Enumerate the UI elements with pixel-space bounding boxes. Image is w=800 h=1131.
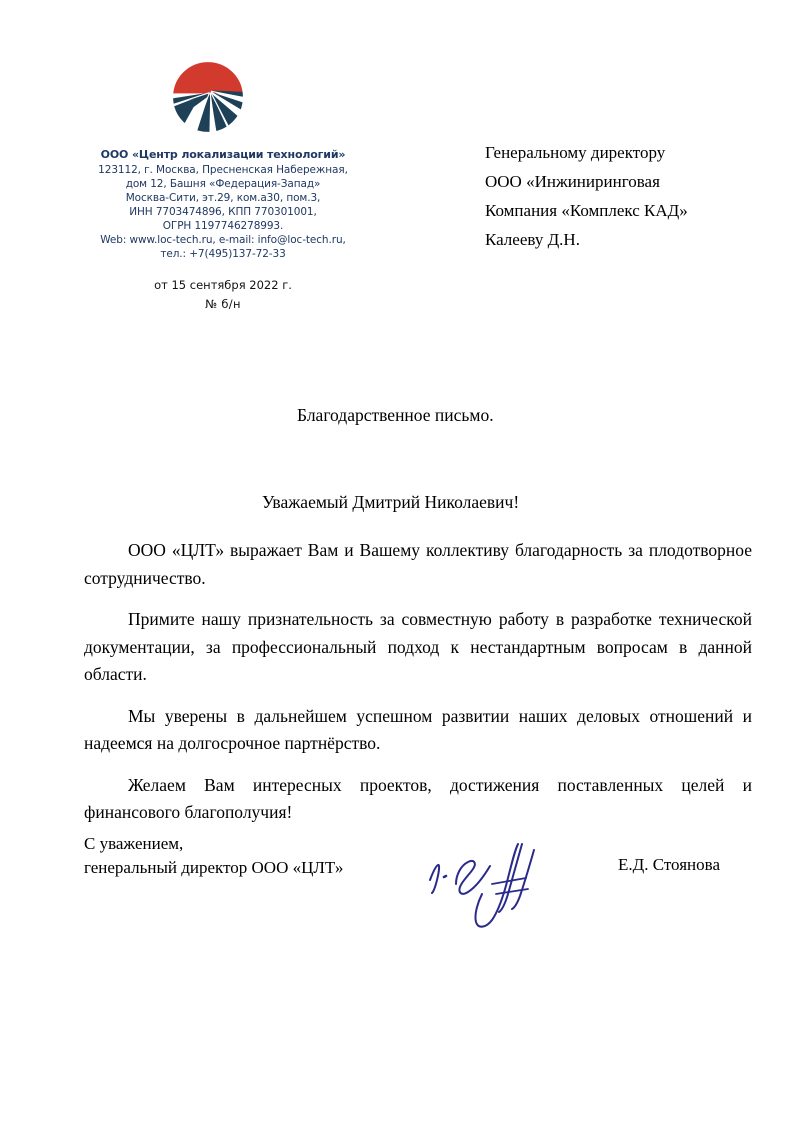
addressee-line: ООО «Инжиниринговая	[485, 172, 660, 191]
document-date: от 15 сентября 2022 г.	[154, 278, 292, 292]
letter-salutation: Уважаемый Дмитрий Николаевич!	[262, 492, 520, 512]
addressee-line: Генеральному директору	[485, 143, 666, 162]
letterhead-block	[78, 148, 368, 261]
letterhead-line: ИНН 7703474896, КПП 770301001,	[129, 206, 317, 218]
letterhead-line: дом 12, Башня «Федерация-Запад»	[125, 178, 321, 190]
addressee-line: Калееву Д.Н.	[485, 230, 580, 249]
letter-paragraph: Желаем Вам интересных проектов, достижения поставленных целей и финансового благополучия!	[84, 774, 752, 822]
signature-closing: С уважением,	[84, 834, 184, 853]
addressee-line: Компания «Комплекс КАД»	[485, 201, 688, 220]
document-number: № б/н	[205, 297, 241, 311]
company-logo	[172, 61, 244, 133]
letter-body	[84, 537, 752, 827]
letterhead-line: ОГРН 1197746278993.	[162, 220, 284, 232]
letterhead-line: Web: www.loc-tech.ru, e-mail: info@loc-tech.ru,	[100, 234, 346, 246]
letter-paragraph: Примите нашу признательность за совместную работу в разработке технической документации, за профессиональный подход к нестандартным вопросам в данной области.	[84, 609, 752, 684]
signature-position: генеральный директор ООО «ЦЛТ»	[84, 858, 344, 877]
signatory-name: Е.Д. Стоянова	[618, 855, 720, 874]
letter-paragraph: Мы уверены в дальнейшем успешном развитии наших деловых отношений и надеемся на долгосрочное партнёрство.	[84, 705, 752, 753]
letterhead-line: тел.: +7(495)137-72-33	[160, 248, 286, 260]
letter-paragraph: ООО «ЦЛТ» выражает Вам и Вашему коллективу благодарность за плодотворное сотрудничество.	[84, 540, 752, 588]
addressee-block	[485, 138, 785, 254]
letterhead-line: 123112, г. Москва, Пресненская Набережная,	[98, 164, 348, 176]
letterhead-company-name: ООО «Центр локализации технологий»	[100, 148, 346, 161]
document-meta	[78, 276, 368, 314]
handwritten-signature-icon	[422, 832, 562, 942]
signature-block	[84, 832, 343, 880]
letter-title: Благодарственное письмо.	[297, 405, 494, 425]
letterhead-line: Москва-Сити, эт.29, ком.а30, пом.3,	[125, 192, 321, 204]
